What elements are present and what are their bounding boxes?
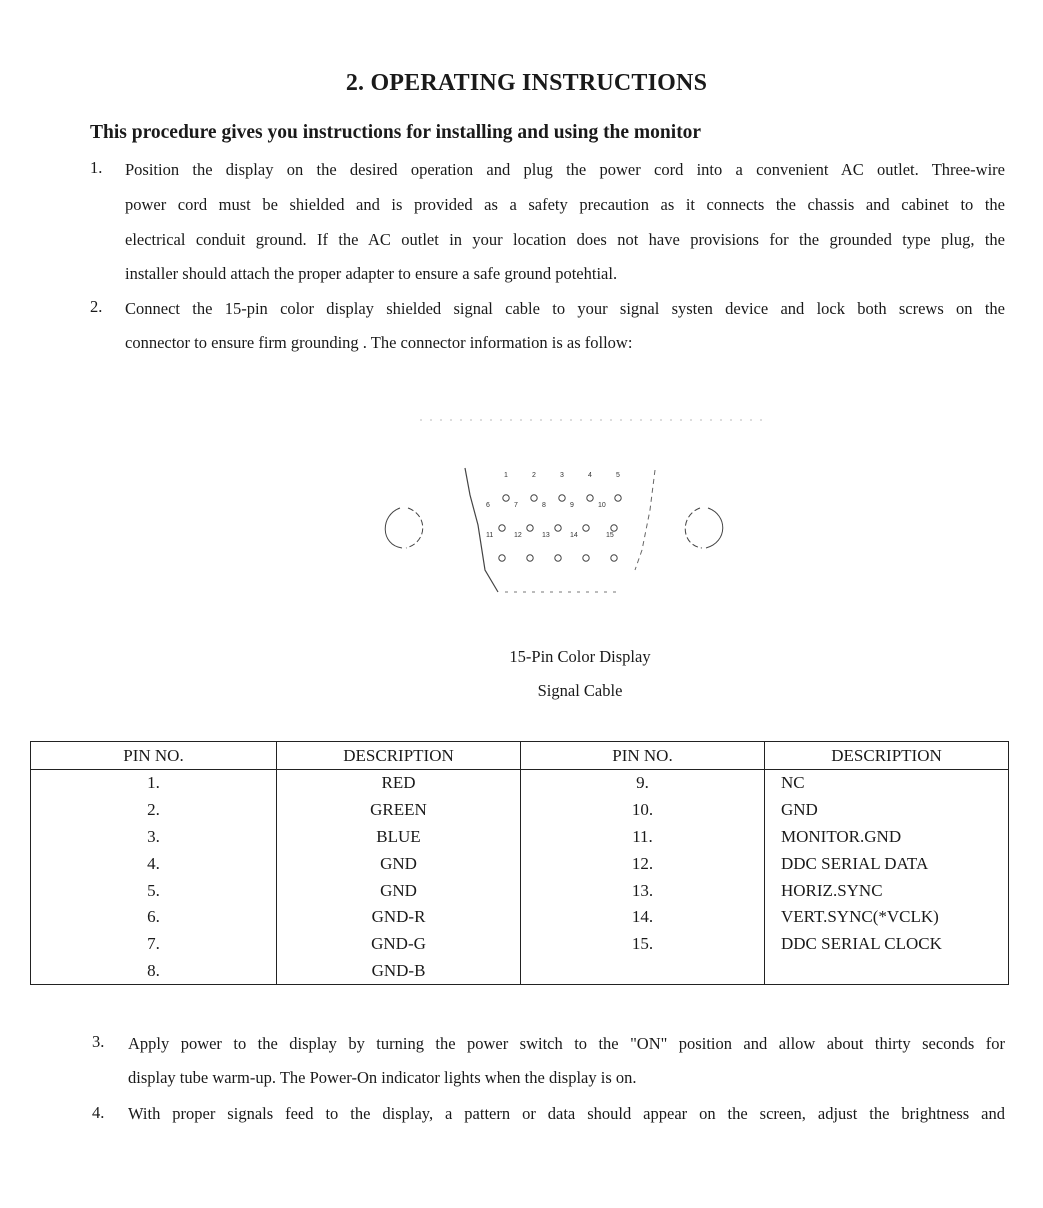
pin-label: 12 [514, 532, 522, 539]
pin-label: 1 [504, 472, 508, 479]
pin-number: 1. [31, 770, 277, 797]
pin-label: 3 [560, 472, 564, 479]
pin-label: 15 [606, 532, 614, 539]
pin-number: 6. [31, 904, 277, 931]
column-header-description: DESCRIPTION [277, 742, 521, 770]
pin-number: 11. [521, 824, 765, 851]
figure-caption-line-2: Signal Cable [537, 681, 623, 700]
left-screw-hole [385, 508, 402, 548]
step-text-line: Position the display on the desired operation and plug the power cord into a convenient AC outlet. Three-wire [125, 160, 1005, 179]
table-header-row [31, 742, 1009, 770]
step-text-line: installer should attach the proper adapter to ensure a safe ground potehtial. [125, 264, 618, 283]
pin-hole [499, 525, 505, 531]
step-text-line: electrical conduit ground. If the AC outlet in your location does not have provisions for the grounded type plug, the [125, 230, 1005, 249]
step-text-line: Connect the 15-pin color display shielded signal cable to your signal systen device and lock both screws on the [125, 299, 1005, 318]
pin-description: BLUE [277, 824, 521, 851]
pin-assignment-table [30, 741, 1009, 985]
pin-hole [503, 495, 509, 501]
pin-number: 3. [31, 824, 277, 851]
pin-hole [611, 525, 617, 531]
pin-description: GND [277, 850, 521, 877]
column-header-pin-no-2: PIN NO. [521, 742, 765, 770]
pin-hole [527, 525, 533, 531]
shell-right-edge [635, 470, 655, 570]
step-number: 4. [92, 1103, 105, 1122]
step-text-line: Apply power to the display by turning the power switch to the "ON" position and allow about thirty seconds for [128, 1034, 1005, 1053]
pin-hole [587, 495, 593, 501]
pin-number: 7. [31, 931, 277, 958]
pin-description: HORIZ.SYNC [765, 877, 1009, 904]
pin-hole [615, 495, 621, 501]
step-number: 1. [90, 158, 103, 177]
pin-hole [527, 555, 533, 561]
pin-number: 8. [31, 958, 277, 985]
pin-label: 13 [542, 532, 550, 539]
d-sub-connector-drawing [360, 400, 800, 650]
pin-label: 10 [598, 502, 606, 509]
pin-label: 11 [486, 532, 494, 539]
figure-caption-line-1: 15-Pin Color Display [509, 647, 651, 666]
pin-label: 2 [532, 472, 536, 479]
table-row [31, 797, 1009, 824]
table-row [31, 770, 1009, 797]
table-row [31, 958, 1009, 985]
pin-number: 2. [31, 797, 277, 824]
step-text-line: display tube warm-up. The Power-On indicator lights when the display is on. [128, 1068, 637, 1087]
pin-description: GND [277, 877, 521, 904]
pin-label: 6 [486, 502, 490, 509]
pin-label: 8 [542, 502, 546, 509]
page-title: 2. OPERATING INSTRUCTIONS [345, 70, 708, 96]
right-screw-hole-right [706, 508, 723, 548]
pin-description: GND-B [277, 958, 521, 985]
pin-hole [499, 555, 505, 561]
pin-description: NC [765, 770, 1009, 797]
pin-number: 10. [521, 797, 765, 824]
shell-left-edge [465, 468, 498, 592]
left-screw-hole-right [406, 508, 423, 548]
pin-number: 5. [31, 877, 277, 904]
pin-description: GND-R [277, 904, 521, 931]
pin-number: 13. [521, 877, 765, 904]
pin-label: 4 [588, 472, 592, 479]
table-row [31, 877, 1009, 904]
pin-number: 14. [521, 904, 765, 931]
pin-description [765, 958, 1009, 985]
right-screw-hole [685, 508, 702, 548]
table-row [31, 931, 1009, 958]
pin-number [521, 958, 765, 985]
pin-description: DDC SERIAL DATA [765, 850, 1009, 877]
pin-hole [611, 555, 617, 561]
pin-label: 9 [570, 502, 574, 509]
pin-description: MONITOR.GND [765, 824, 1009, 851]
pin-hole [583, 525, 589, 531]
table-row [31, 904, 1009, 931]
pin-description: GND [765, 797, 1009, 824]
pin-description: VERT.SYNC(*VCLK) [765, 904, 1009, 931]
step-text-line: power cord must be shielded and is provided as a safety precaution as it connects the chassis and cabinet to the [125, 195, 1005, 214]
pin-number: 9. [521, 770, 765, 797]
pin-row-2 [486, 502, 617, 531]
table-row [31, 850, 1009, 877]
column-header-description-2: DESCRIPTION [765, 742, 1009, 770]
step-number: 3. [92, 1032, 105, 1051]
step-text-line: connector to ensure firm grounding . The connector information is as follow: [125, 333, 633, 352]
connector-diagram [360, 400, 800, 650]
pin-label: 5 [616, 472, 620, 479]
table-row [31, 824, 1009, 851]
pin-number: 12. [521, 850, 765, 877]
pin-description: GREEN [277, 797, 521, 824]
pin-hole [555, 525, 561, 531]
pin-row-3 [486, 532, 617, 561]
pin-label: 14 [570, 532, 578, 539]
pin-hole [555, 555, 561, 561]
pin-hole [531, 495, 537, 501]
pin-row-1 [503, 472, 621, 501]
pin-description: RED [277, 770, 521, 797]
section-subtitle: This procedure gives you instructions for installing and using the monitor [90, 122, 702, 143]
step-text-line: With proper signals feed to the display, a pattern or data should appear on the screen, adjust the brightness and [128, 1104, 1005, 1123]
pin-description: DDC SERIAL CLOCK [765, 931, 1009, 958]
pin-hole [559, 495, 565, 501]
pin-description: GND-G [277, 931, 521, 958]
column-header-pin-no: PIN NO. [31, 742, 277, 770]
pin-hole [583, 555, 589, 561]
step-number: 2. [90, 297, 103, 316]
pin-number: 15. [521, 931, 765, 958]
pin-number: 4. [31, 850, 277, 877]
pin-label: 7 [514, 502, 518, 509]
